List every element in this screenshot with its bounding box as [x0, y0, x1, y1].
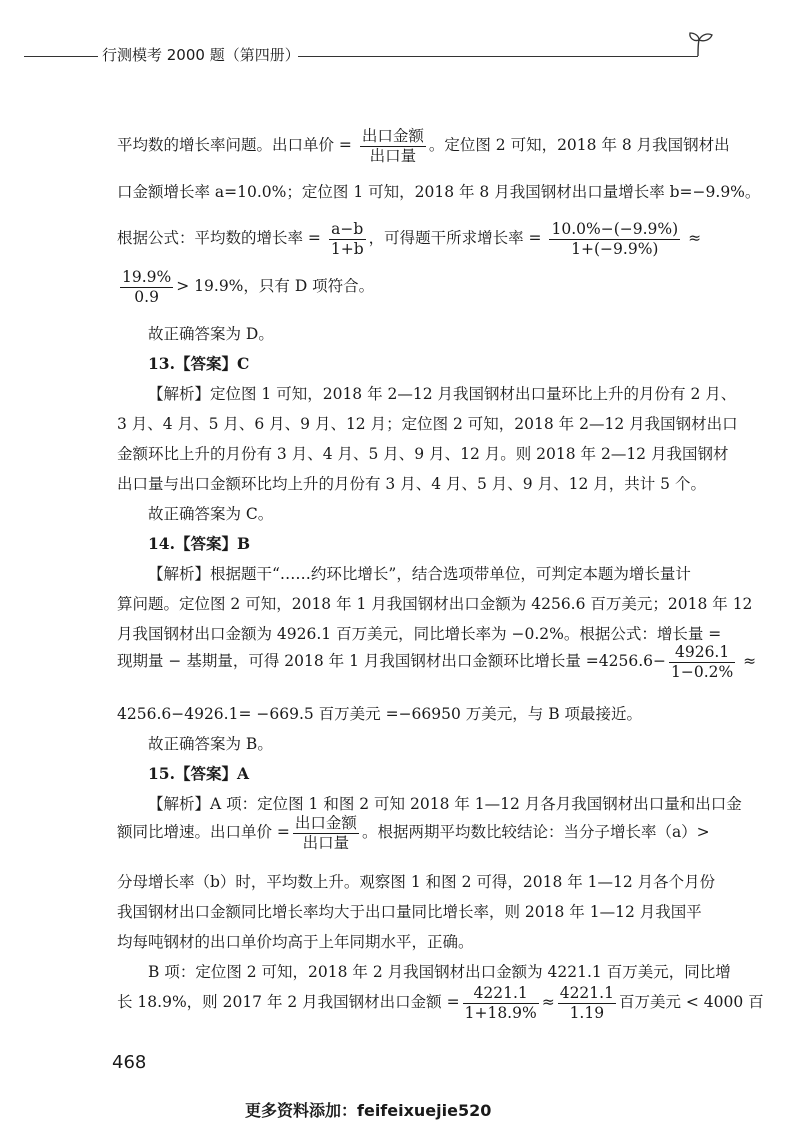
- text-line-20: 【解析】A 项：定位图 1 和图 2 可知 2018 年 1—12 月各月我国钢材出口量和出口金: [148, 795, 742, 813]
- text-line-22: 分母增长率（b）时，平均数上升。观察图 1 和图 2 可得，2018 年 1—12 月各个月份: [117, 873, 716, 891]
- page-number: 468: [112, 1052, 147, 1073]
- text-line-4: $\frac{19.9\%}{0.9}$ > 19.9%，只有 D 项符合。: [122, 268, 375, 306]
- text-line-3: 根据公式：平均数的增长率 = $\frac{a-b}{1+b}$ ，可得题干所求增长率 = $\frac{10.0\%-(-9.9\%)}{1+(-9.9\%)}$ ≈: [117, 220, 702, 258]
- text-line-10: 出口量与出口金额环比均上升的月份有 3 月、4 月、5 月、9 月、12 月，共计 5 个。: [117, 475, 706, 493]
- answer-line-12: 故正确答案为 D。: [148, 325, 274, 343]
- fraction-result: $\frac{19.9\%}{0.9}$: [122, 268, 172, 306]
- text-line-1: 平均数的增长率问题。出口单价 = $\frac{\text{出口金额}}{\text{出口量}}$ 。定位图 2 可知，2018 年 8 月我国钢材出: [117, 127, 730, 165]
- fraction-export-price: $\frac{\text{出口金额}}{\text{出口量}}$: [361, 127, 424, 165]
- text-line-16: 现期量 − 基期量，可得 2018 年 1 月我国钢材出口金额环比增长量 =4256.6− $\frac{4926.1}{1-0.2\%}$ ≈: [117, 643, 757, 681]
- text-line-8: 3 月、4 月、5 月、6 月、9 月、12 月；定位图 2 可知，2018 年 2—12 月我国钢材出口: [117, 415, 738, 433]
- fraction-export-price-2: $\frac{\text{出口金额}}{\text{出口量}}$: [294, 814, 357, 852]
- text-line-21: 额同比增速。出口单价 = $\frac{\text{出口金额}}{\text{出口量}}$ 。根据两期平均数比较结论：当分子增长率（a）>: [117, 814, 710, 852]
- text-line-15: 月我国钢材出口金额为 4926.1 百万美元，同比增长率为 −0.2%。根据公式：增长量 =: [117, 625, 722, 643]
- text-line-7: 【解析】定位图 1 可知，2018 年 2—12 月我国钢材出口量环比上升的月份有 2 月、: [148, 385, 737, 403]
- running-header-title: 行测模考 2000 题（第四册）: [102, 46, 300, 64]
- text-line-13: 【解析】根据题干“……约环比增长”，结合选项带单位，可判定本题为增长量计: [148, 565, 691, 583]
- fraction-2017-approx: $\frac{4221.1}{1.19}$: [559, 984, 614, 1022]
- text-line-2: 口金额增长率 a=10.0%；定位图 1 可知，2018 年 8 月我国钢材出口量增长率 b=−9.9%。: [117, 183, 761, 201]
- text-line-14: 算问题。定位图 2 可知，2018 年 1 月我国钢材出口金额为 4256.6 百万美元；2018 年 12: [117, 595, 753, 613]
- header-rule-left: [24, 56, 98, 57]
- text-line-23: 我国钢材出口金额同比增长率均大于出口量同比增长率，则 2018 年 1—12 月我国平: [117, 903, 702, 921]
- header-rule-right: [298, 56, 698, 57]
- text-line-25: B 项：定位图 2 可知，2018 年 2 月我国钢材出口金额为 4221.1 百万美元，同比增: [148, 963, 731, 981]
- text-line-17: 4256.6−4926.1= −669.5 百万美元 =−66950 万美元，与 B 项最接近。: [117, 705, 643, 723]
- footer-note: 更多资料添加：feifeixuejie520: [245, 1101, 492, 1120]
- question-14-answer: 14.【答案】B: [148, 534, 251, 553]
- question-13-answer: 13.【答案】C: [148, 354, 250, 373]
- answer-line-14: 故正确答案为 B。: [148, 735, 273, 753]
- fraction-formula: $\frac{a-b}{1+b}$: [330, 220, 364, 258]
- answer-line-13: 故正确答案为 C。: [148, 505, 274, 523]
- fraction-base: $\frac{4926.1}{1-0.2\%}$: [671, 643, 734, 681]
- question-15-answer: 15.【答案】A: [148, 764, 249, 783]
- text-line-24: 均每吨钢材的出口单价均高于上年同期水平，正确。: [117, 933, 474, 951]
- fraction-growth: $\frac{10.0\%-(-9.9\%)}{1+(-9.9\%)}$: [551, 220, 679, 258]
- text-line-9: 金额环比上升的月份有 3 月、4 月、5 月、9 月、12 月。则 2018 年 2—12 月我国钢材: [117, 445, 729, 463]
- fraction-2017: $\frac{4221.1}{1+18.9\%}$: [464, 984, 537, 1022]
- sprout-icon: [686, 30, 714, 58]
- text-line-26: 长 18.9%，则 2017 年 2 月我国钢材出口金额 = $\frac{4221.1}{1+18.9\%}$ ≈ $\frac{4221.1}{1.19}$ 百万美元 < 4000 百: [117, 984, 764, 1022]
